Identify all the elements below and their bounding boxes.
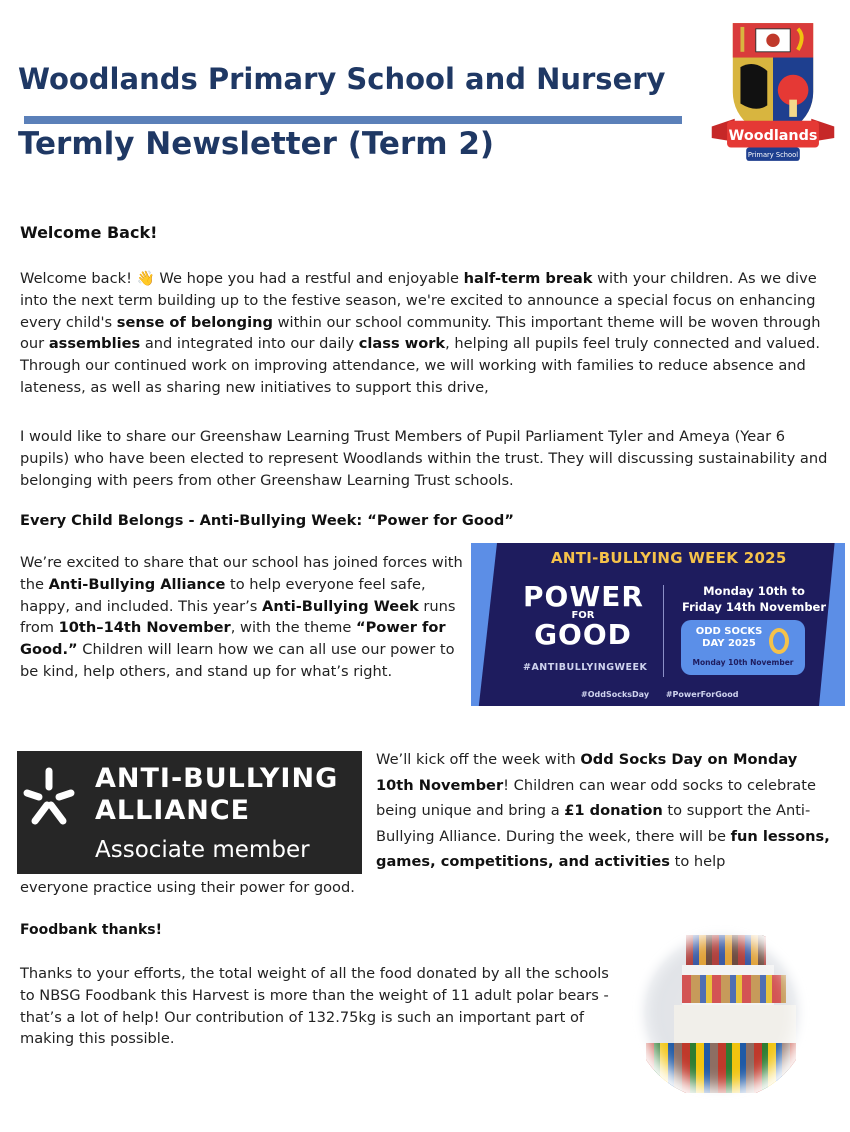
odd-socks-line1: ODD SOCKS bbox=[695, 626, 763, 637]
photo-vignette bbox=[632, 925, 810, 1100]
text-run: , helping all pupils feel truly connected and valued. Through our continued work on improving attendance, we will working with families to reduce absence and lateness, as well as sharing new initiatives to support this drive, bbox=[20, 335, 820, 396]
text-run: to help bbox=[669, 853, 726, 870]
text-run: and integrated into our daily bbox=[140, 335, 359, 353]
banner-decoration-right bbox=[819, 543, 845, 706]
power-for-good-logo bbox=[523, 580, 644, 651]
logo-power: POWER bbox=[523, 580, 644, 613]
crest-key-icon bbox=[740, 27, 744, 52]
banner-hashtags: #OddSocksDay #PowerForGood bbox=[581, 690, 739, 699]
crest-tree-trunk bbox=[789, 100, 797, 117]
foodbank-heading: Foodbank thanks! bbox=[20, 922, 162, 938]
title-divider-rule bbox=[24, 116, 682, 124]
logo-for: FOR bbox=[571, 610, 595, 621]
text-run: with your children. As we dive into the next term building up to the festive season, we're excited to announce a special focus on enhancing every child's bbox=[20, 270, 817, 331]
anti-bullying-heading: Every Child Belongs - Anti-Bullying Week: “Power for Good” bbox=[20, 512, 514, 529]
banner-title: ANTI-BULLYING WEEK 2025 bbox=[551, 549, 787, 567]
pupil-parliament-paragraph: I would like to share our Greenshaw Learning Trust Members of Pupil Parliament Tyler and Ameya (Year 6 pupils) who have been elected to represent Woodlands within the trust. They will discussing sustainability and belonging with peers from other Greenshaw Learning Trust schools. bbox=[20, 428, 828, 489]
banner-dates-line1: Monday 10th to bbox=[703, 584, 805, 598]
bold-text-run: half-term break bbox=[463, 270, 593, 287]
sock-icon bbox=[769, 628, 789, 654]
crest-globe-icon bbox=[766, 34, 779, 47]
anti-bullying-paragraph bbox=[20, 552, 468, 683]
banner-dates-line2: Friday 14th November bbox=[681, 600, 827, 614]
text-run: We’ll kick off the week with bbox=[376, 751, 581, 768]
banner-hashtag-main: #ANTIBULLYINGWEEK bbox=[523, 662, 648, 673]
welcome-paragraph bbox=[20, 268, 835, 399]
odd-socks-day-box bbox=[681, 620, 805, 675]
bold-text-run: class work bbox=[358, 335, 446, 353]
bold-text-run: sense of belonging bbox=[116, 313, 273, 331]
bold-text-run: £1 donation bbox=[564, 802, 663, 819]
text-run: within our school community. This important theme will be woven through our bbox=[20, 313, 821, 353]
bold-text-run: assemblies bbox=[48, 335, 141, 353]
text-run: to support the Anti-Bullying Alliance. During the week, there will be bbox=[376, 802, 811, 845]
banner-decoration-left bbox=[471, 543, 497, 706]
newsletter-title: Termly Newsletter (Term 2) bbox=[18, 126, 495, 162]
alliance-line2: ALLIANCE bbox=[95, 795, 251, 826]
bold-text-run: Odd Socks Day on Monday 10th November bbox=[376, 751, 798, 794]
school-crest-logo bbox=[706, 12, 840, 172]
logo-good: GOOD bbox=[534, 618, 632, 651]
text-run: , with the theme bbox=[230, 619, 357, 637]
bold-text-run: 10th–14th November bbox=[58, 619, 231, 637]
bold-text-run: fun lessons, games, competitions, and activities bbox=[376, 827, 830, 870]
alliance-star-icon bbox=[21, 767, 77, 827]
alliance-line1: ANTI-BULLYING bbox=[95, 763, 339, 794]
bold-text-run: “Power for Good.” bbox=[20, 619, 446, 659]
banner-dates bbox=[679, 583, 829, 615]
alliance-line3: Associate member bbox=[95, 837, 310, 863]
welcome-heading: Welcome Back! bbox=[20, 223, 158, 242]
anti-bullying-alliance-logo bbox=[17, 751, 362, 874]
odd-socks-paragraph-tail: everyone practice using their power for good. bbox=[20, 879, 355, 896]
school-name-title: Woodlands Primary School and Nursery bbox=[18, 62, 666, 96]
anti-bullying-week-banner bbox=[471, 543, 845, 706]
text-run: runs from bbox=[20, 597, 456, 637]
bold-text-run: Anti-Bullying Week bbox=[262, 597, 419, 615]
foodbank-donations-photo bbox=[632, 925, 810, 1100]
text-run: ! Children can wear odd socks to celebrate being unique and bring a bbox=[376, 776, 816, 819]
odd-socks-date: Monday 10th November bbox=[692, 658, 794, 667]
text-run: Children will learn how we can all use our power to be kind, help others, and stand up for what’s right. bbox=[20, 641, 455, 680]
crest-lion-icon bbox=[740, 64, 767, 109]
text-run: Welcome back! 👋 We hope you had a restful and enjoyable bbox=[20, 270, 464, 287]
crest-sub-banner-text: Primary School bbox=[747, 151, 799, 160]
odd-socks-paragraph bbox=[376, 747, 836, 875]
odd-socks-line2: DAY 2025 bbox=[702, 638, 756, 649]
banner-divider bbox=[663, 585, 664, 677]
text-run: to help everyone feel safe, happy, and included. This year’s bbox=[20, 575, 426, 615]
odd-socks-title bbox=[689, 626, 769, 650]
crest-banner-text: Woodlands bbox=[728, 127, 818, 144]
foodbank-paragraph: Thanks to your efforts, the total weight of all the food donated by all the schools to NBSG Foodbank this Harvest is more than the weight of 11 adult polar bears - that’s a lot of help! Our contribution of 132.75kg is such an important part of making this possible. bbox=[20, 965, 609, 1048]
text-run: We’re excited to share that our school has joined forces with the bbox=[20, 554, 463, 593]
bold-text-run: Anti-Bullying Alliance bbox=[48, 575, 226, 593]
